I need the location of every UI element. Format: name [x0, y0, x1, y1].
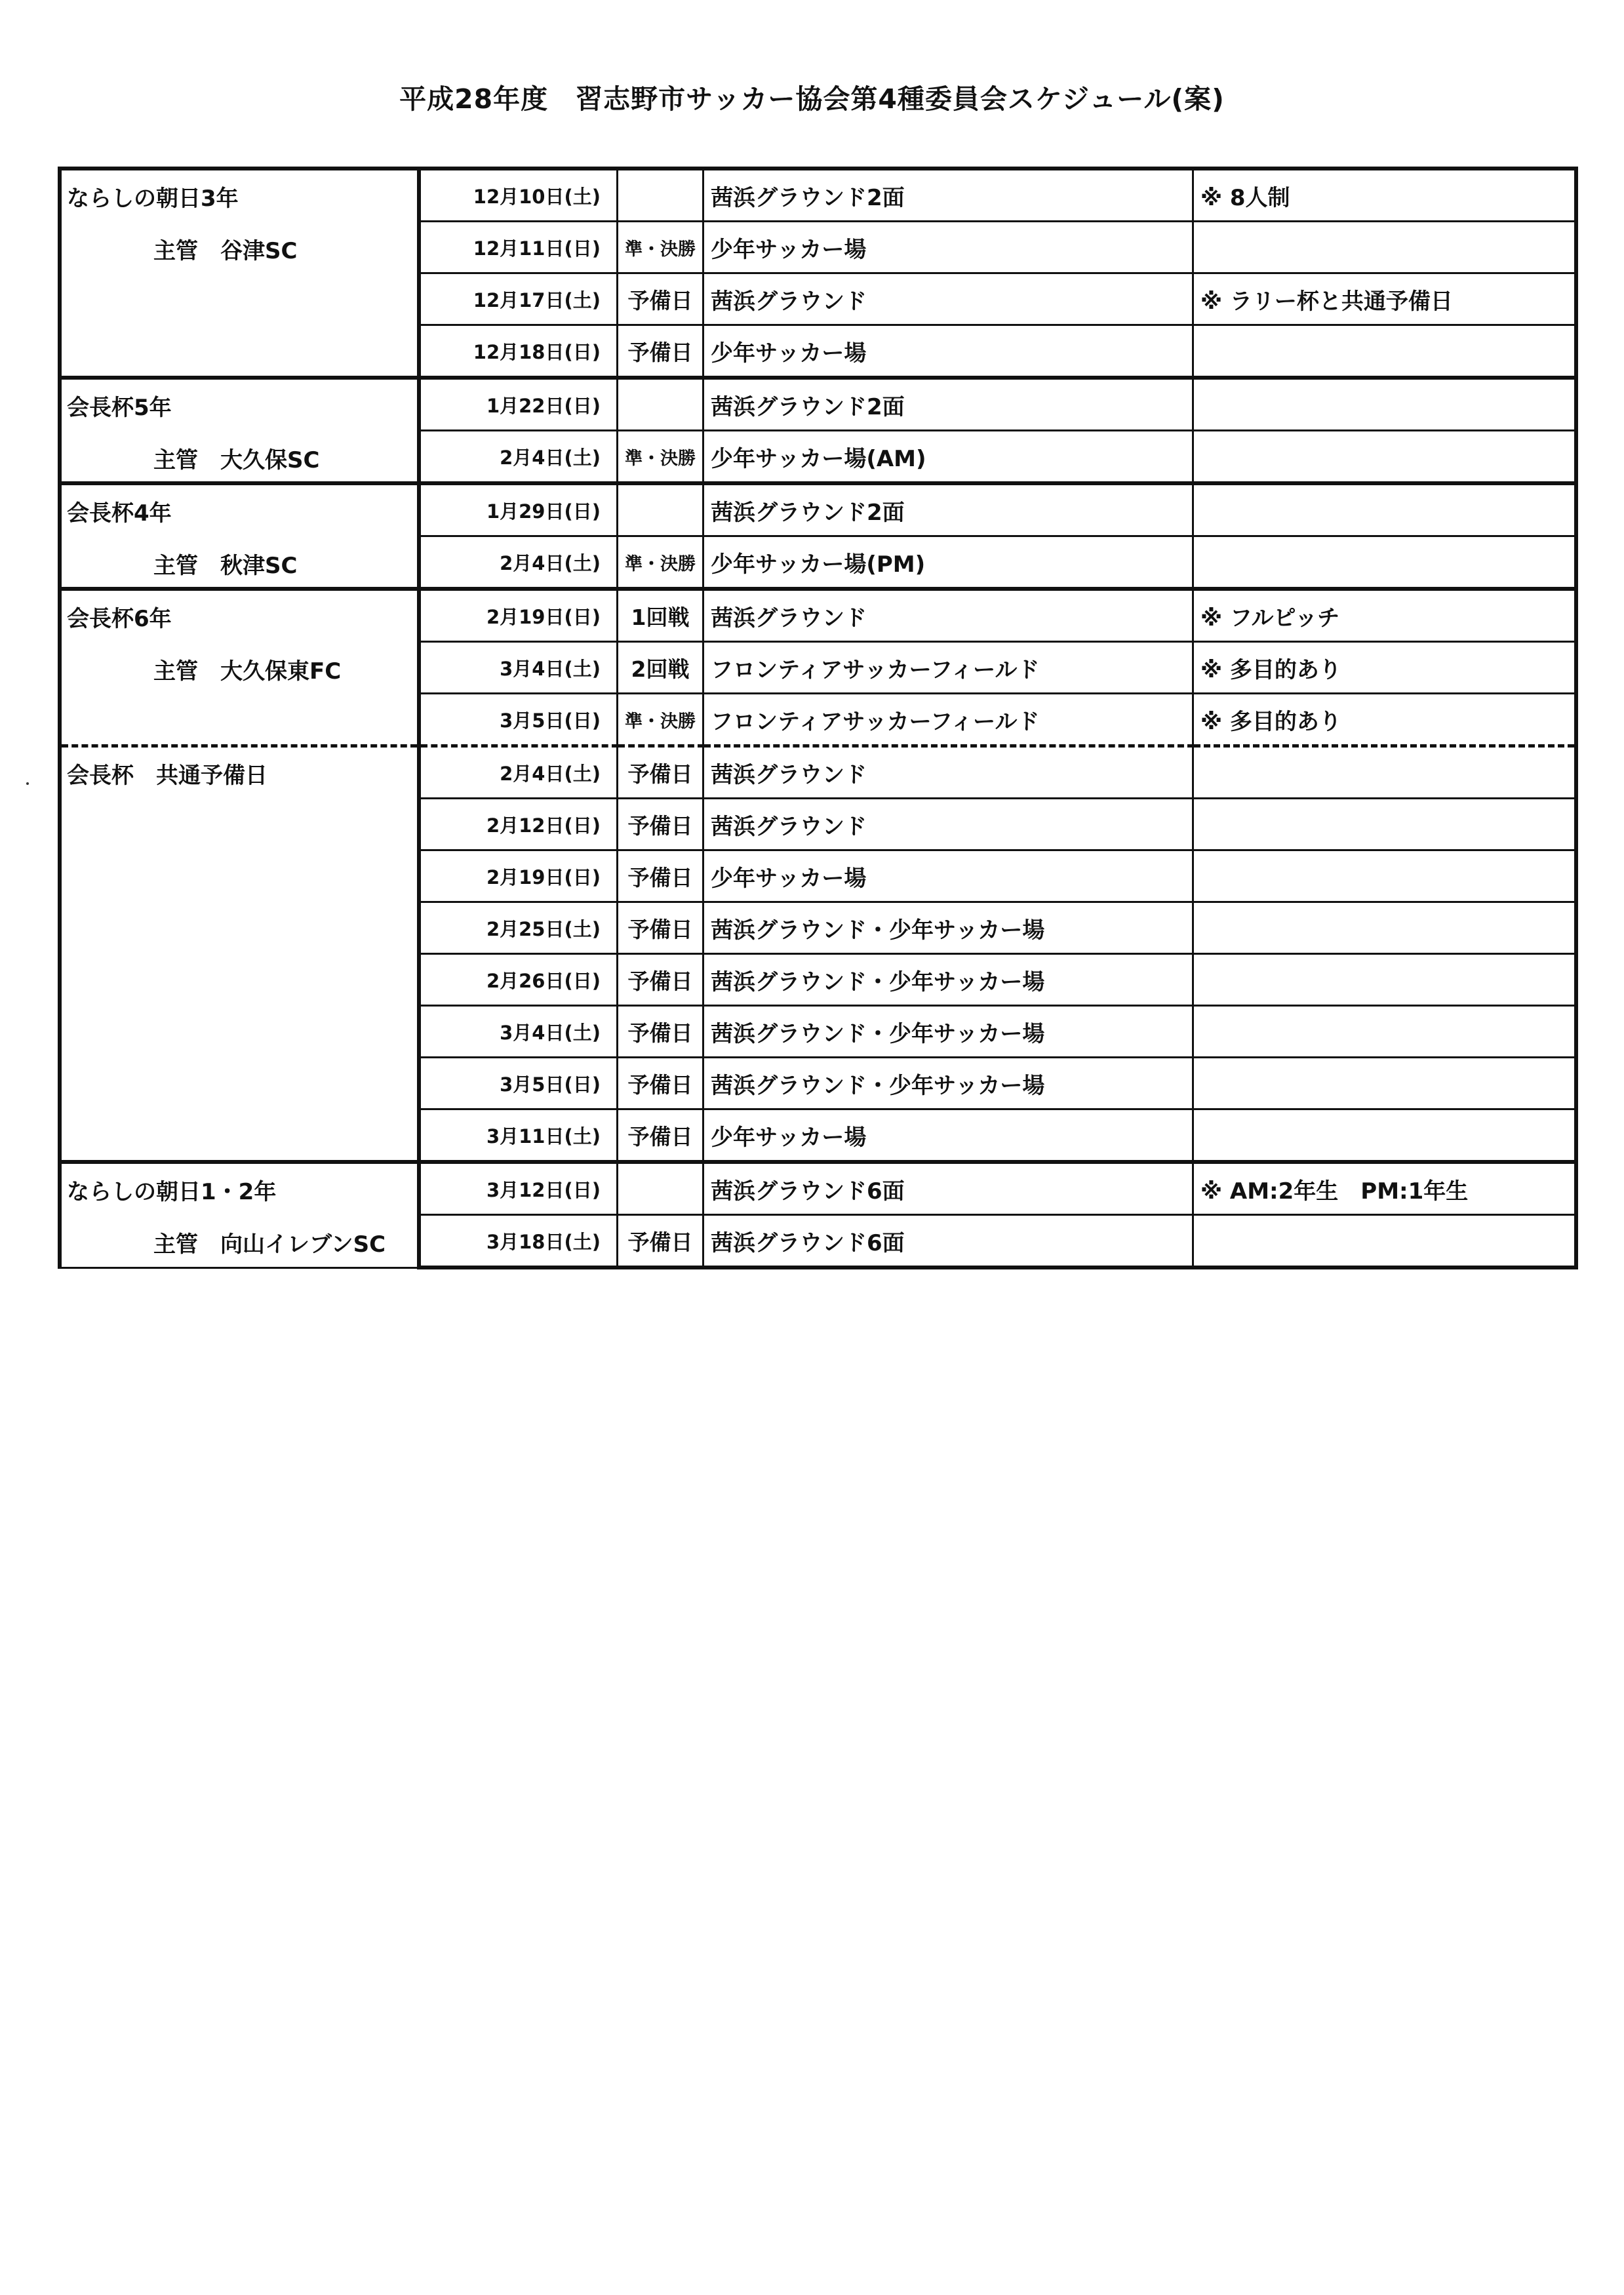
- event-name: ならしの朝日3年: [67, 186, 239, 212]
- note-cell: [1193, 222, 1577, 273]
- venue-cell: 茜浜グラウンド6面: [703, 1215, 1193, 1268]
- event-cell: [60, 746, 419, 1163]
- date-cell: 2月4日(土): [419, 536, 618, 589]
- venue-cell: 茜浜グラウンド・少年サッカー場: [703, 902, 1193, 954]
- round-cell: 準・決勝: [618, 536, 703, 589]
- event-cell: [60, 1162, 419, 1267]
- venue-cell: フロンティアサッカーフィールド: [703, 694, 1193, 746]
- event-host: 主管 谷津SC: [153, 238, 298, 264]
- round-cell: 予備日: [618, 325, 703, 378]
- note-cell: [1193, 850, 1577, 902]
- round-cell: 1回戦: [618, 589, 703, 642]
- note-cell: ※ フルピッチ: [1193, 589, 1577, 642]
- venue-cell: 茜浜グラウンド: [703, 799, 1193, 850]
- date-cell: 2月19日(日): [419, 850, 618, 902]
- table-row: [60, 1162, 1576, 1215]
- venue-cell: 茜浜グラウンド・少年サッカー場: [703, 1058, 1193, 1109]
- venue-cell: 茜浜グラウンド2面: [703, 169, 1193, 222]
- venue-cell: 茜浜グラウンド2面: [703, 483, 1193, 536]
- venue-cell: 茜浜グラウンド: [703, 589, 1193, 642]
- venue-cell: 少年サッカー場: [703, 1109, 1193, 1163]
- event-name: 会長杯 共通予備日: [67, 763, 267, 789]
- venue-cell: 茜浜グラウンド・少年サッカー場: [703, 954, 1193, 1006]
- round-cell: 準・決勝: [618, 222, 703, 273]
- note-cell: [1193, 1109, 1577, 1163]
- venue-cell: 少年サッカー場: [703, 325, 1193, 378]
- date-cell: 3月18日(土): [419, 1215, 618, 1268]
- round-cell: 予備日: [618, 954, 703, 1006]
- event-name: 会長杯6年: [67, 606, 172, 632]
- table-row: [60, 378, 1576, 431]
- note-cell: [1193, 325, 1577, 378]
- note-cell: ※ 8人制: [1193, 169, 1577, 222]
- date-cell: 2月12日(日): [419, 799, 618, 850]
- round-cell: 予備日: [618, 746, 703, 799]
- venue-cell: 茜浜グラウンド・少年サッカー場: [703, 1006, 1193, 1058]
- round-cell: 予備日: [618, 850, 703, 902]
- date-cell: 1月22日(日): [419, 378, 618, 431]
- note-cell: [1193, 536, 1577, 589]
- date-cell: 2月26日(日): [419, 954, 618, 1006]
- event-host: 主管 秋津SC: [153, 553, 298, 579]
- date-cell: 12月17日(土): [419, 273, 618, 325]
- event-name: 会長杯5年: [67, 395, 172, 421]
- event-cell: [60, 483, 419, 589]
- event-host: 主管 大久保東FC: [153, 658, 342, 685]
- venue-cell: 少年サッカー場(PM): [703, 536, 1193, 589]
- note-cell: ※ ラリー杯と共通予備日: [1193, 273, 1577, 325]
- note-cell: [1193, 954, 1577, 1006]
- note-cell: [1193, 746, 1577, 799]
- note-cell: ※ 多目的あり: [1193, 694, 1577, 746]
- note-cell: [1193, 378, 1577, 431]
- venue-cell: 少年サッカー場(AM): [703, 431, 1193, 484]
- round-cell: 準・決勝: [618, 694, 703, 746]
- round-cell: 予備日: [618, 1109, 703, 1163]
- round-cell: 予備日: [618, 273, 703, 325]
- date-cell: 2月4日(土): [419, 746, 618, 799]
- round-cell: [618, 378, 703, 431]
- event-name: ならしの朝日1・2年: [67, 1179, 277, 1205]
- date-cell: 3月4日(土): [419, 1006, 618, 1058]
- round-cell: [618, 483, 703, 536]
- note-cell: [1193, 483, 1577, 536]
- venue-cell: 茜浜グラウンド: [703, 746, 1193, 799]
- venue-cell: 少年サッカー場: [703, 222, 1193, 273]
- scan-speck: [26, 782, 29, 785]
- date-cell: 2月4日(土): [419, 431, 618, 484]
- event-name: 会長杯4年: [67, 500, 172, 527]
- round-cell: 予備日: [618, 799, 703, 850]
- event-cell: [60, 169, 419, 378]
- event-cell: [60, 589, 419, 746]
- note-cell: [1193, 1215, 1577, 1268]
- venue-cell: 茜浜グラウンド6面: [703, 1162, 1193, 1215]
- event-cell: [60, 378, 419, 483]
- round-cell: [618, 1162, 703, 1215]
- venue-cell: 少年サッカー場: [703, 850, 1193, 902]
- venue-cell: フロンティアサッカーフィールド: [703, 642, 1193, 694]
- round-cell: 2回戦: [618, 642, 703, 694]
- date-cell: 3月5日(日): [419, 1058, 618, 1109]
- round-cell: 予備日: [618, 1058, 703, 1109]
- table-row: [60, 169, 1576, 222]
- note-cell: ※ 多目的あり: [1193, 642, 1577, 694]
- round-cell: 予備日: [618, 1215, 703, 1268]
- date-cell: 1月29日(日): [419, 483, 618, 536]
- date-cell: 3月12日(日): [419, 1162, 618, 1215]
- note-cell: [1193, 431, 1577, 484]
- round-cell: 予備日: [618, 902, 703, 954]
- schedule-table: [58, 167, 1578, 1269]
- round-cell: 予備日: [618, 1006, 703, 1058]
- round-cell: [618, 169, 703, 222]
- date-cell: 2月19日(日): [419, 589, 618, 642]
- date-cell: 2月25日(土): [419, 902, 618, 954]
- table-row: [60, 746, 1576, 799]
- date-cell: 3月11日(土): [419, 1109, 618, 1163]
- date-cell: 12月10日(土): [419, 169, 618, 222]
- note-cell: [1193, 1058, 1577, 1109]
- date-cell: 3月4日(土): [419, 642, 618, 694]
- venue-cell: 茜浜グラウンド: [703, 273, 1193, 325]
- date-cell: 3月5日(日): [419, 694, 618, 746]
- date-cell: 12月18日(日): [419, 325, 618, 378]
- note-cell: [1193, 799, 1577, 850]
- date-cell: 12月11日(日): [419, 222, 618, 273]
- round-cell: 準・決勝: [618, 431, 703, 484]
- table-row: [60, 589, 1576, 642]
- note-cell: ※ AM:2年生 PM:1年生: [1193, 1162, 1577, 1215]
- document-title: 平成28年度 習志野市サッカー協会第4種委員会スケジュール(案): [399, 83, 1225, 115]
- note-cell: [1193, 1006, 1577, 1058]
- venue-cell: 茜浜グラウンド2面: [703, 378, 1193, 431]
- event-host: 主管 大久保SC: [153, 447, 320, 473]
- table-row: [60, 483, 1576, 536]
- note-cell: [1193, 902, 1577, 954]
- event-host: 主管 向山イレブンSC: [153, 1231, 386, 1258]
